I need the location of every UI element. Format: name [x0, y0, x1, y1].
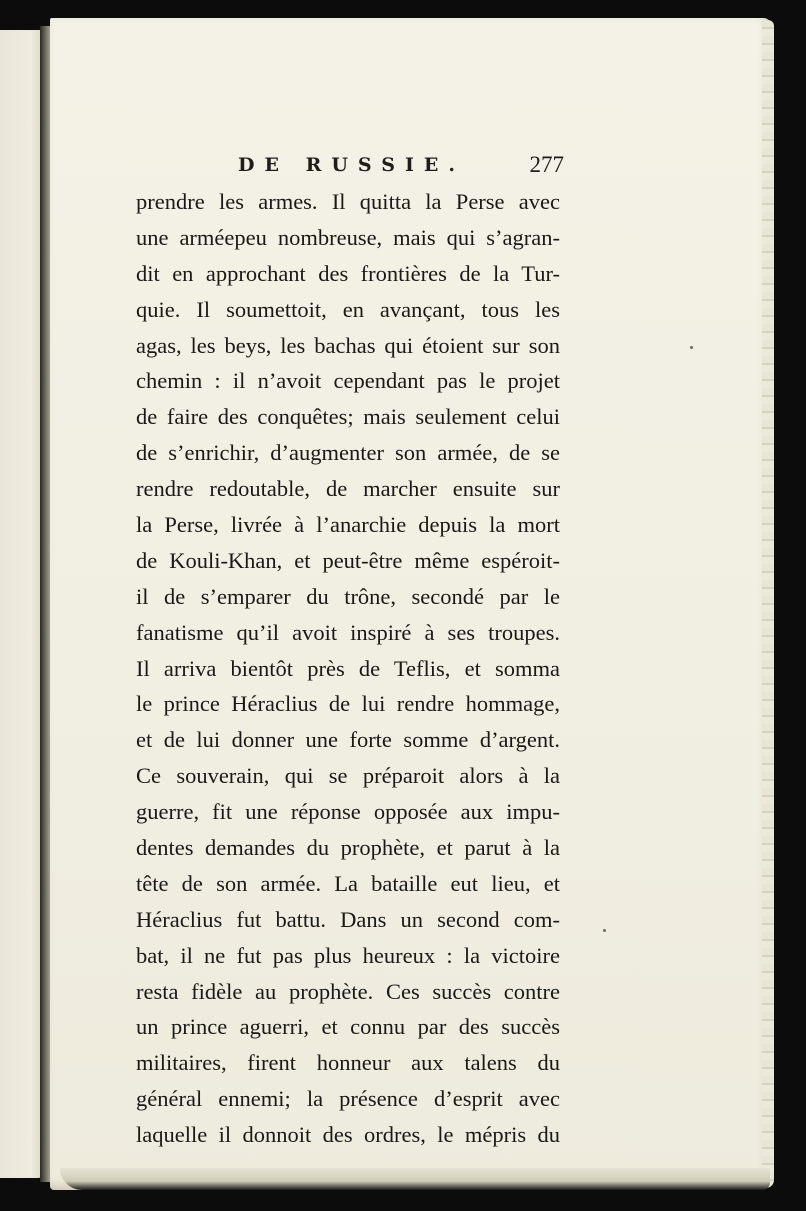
paper-speck — [603, 929, 606, 932]
page-deckle-edge — [762, 20, 774, 1188]
text-line: laquelle il donnoit des ordres, le mépris du — [136, 1122, 560, 1148]
text-line: de faire des conquêtes; mais seulement celui — [136, 404, 560, 430]
text-line: une arméepeu nombreuse, mais qui s’agran- — [136, 224, 560, 250]
text-line: prendre les armes. Il quitta la Perse avec — [136, 189, 560, 214]
text-line: Ce souverain, qui se préparoit alors à la — [136, 763, 560, 789]
text-line: agas, les beys, les bachas qui étoient sur son — [136, 332, 560, 358]
text-line: bat, il ne fut pas plus heureux : la victoire — [136, 942, 560, 968]
text-line: guerre, fit une réponse opposée aux impu- — [136, 799, 560, 825]
text-line: tête de son armée. La bataille eut lieu, et — [136, 870, 560, 896]
text-line: militaires, firent honneur aux talens du — [136, 1050, 560, 1076]
text-line: fanatisme qu’il avoit inspiré à ses troupes. — [136, 619, 560, 645]
page-number: 277 — [529, 152, 564, 177]
running-title: DE RUSSIE. — [238, 154, 465, 176]
text-line: et de lui donner une forte somme d’argent. — [136, 727, 560, 753]
text-line: général ennemi; la présence d’esprit avec — [136, 1086, 560, 1112]
text-line: Héraclius fut battu. Dans un second com- — [136, 906, 560, 932]
text-line: il de s’emparer du trône, secondé par le — [136, 583, 560, 609]
text-line: rendre redoutable, de marcher ensuite sur — [136, 476, 560, 502]
text-line: dentes demandes du prophète, et parut à la — [136, 835, 560, 861]
text-line: Il arriva bientôt près de Teflis, et somma — [136, 655, 560, 681]
text-line: dit en approchant des frontières de la Tur- — [136, 260, 560, 286]
text-line: de s’enrichir, d’augmenter son armée, de se — [136, 440, 560, 466]
body-text — [136, 184, 560, 1153]
paper-speck — [690, 346, 693, 349]
text-line: de Kouli-Khan, et peut-être même espéroit- — [136, 547, 560, 573]
text-line: la Perse, livrée à l’anarchie depuis la mort — [136, 512, 560, 538]
running-head — [238, 150, 568, 184]
text-line: quie. Il soumettoit, en avançant, tous les — [136, 296, 560, 322]
text-line: chemin : il n’avoit cependant pas le projet — [136, 368, 560, 394]
page-bottom-edge — [60, 1168, 770, 1190]
previous-page-edge — [0, 30, 44, 1178]
text-line: resta fidèle au prophète. Ces succès contre — [136, 978, 560, 1004]
text-line: un prince aguerri, et connu par des succès — [136, 1014, 560, 1040]
text-line: le prince Héraclius de lui rendre hommage, — [136, 691, 560, 717]
